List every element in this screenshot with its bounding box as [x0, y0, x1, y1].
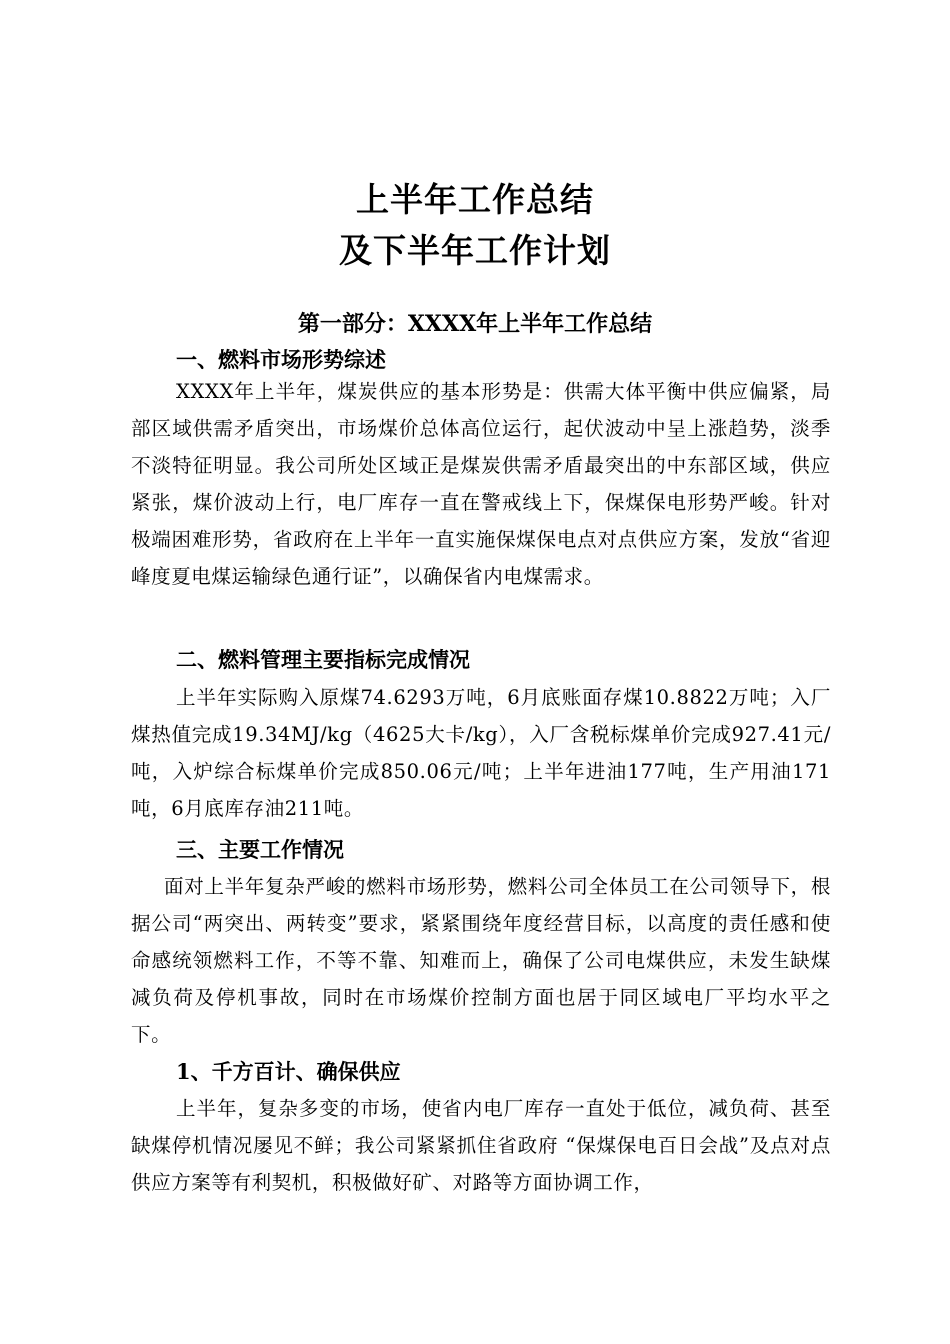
section-body-main-work: 面对上半年复杂严峻的燃料市场形势，燃料公司全体员工在公司领导下，根据公司“两突出、两转变”要求，紧紧围绕年度经营目标，以高度的责任感和使命感统领燃料工作，不等不靠、知难而上，确保了公司电煤供应，未发生缺煤减负荷及停机事故，同时在市场煤价控制方面也居于同区域电厂平均水平之下。	[131, 875, 831, 1046]
section-heading-indicators: 二、燃料管理主要指标完成情况	[176, 647, 470, 672]
section-body-market-overview: XXXX年上半年，煤炭供应的基本形势是：供需大体平衡中供应偏紧，局部区域供需矛盾突出，市场煤价总体高位运行，起伏波动中呈上涨趋势，淡季不淡特征明显。我公司所处区域正是煤炭供需矛盾最突出的中东部区域，供应紧张，煤价波动上行，电厂库存一直在警戒线上下，保煤保电形势严峻。针对极端困难形势，省政府在上半年一直实施保煤保电点对点供应方案，发放“省迎峰度夏电煤运输绿色通行证”，以确保省内电煤需求。	[131, 380, 831, 588]
part-heading: 第一部分：XXXX年上半年工作总结	[297, 311, 653, 337]
subsection-body-ensure-supply: 上半年，复杂多变的市场，使省内电厂库存一直处于低位，减负荷、甚至缺煤停机情况屡见不鲜；我公司紧紧抓住省政府 “保煤保电百日会战”及点对点供应方案等有利契机，积极做好矿、对路等方面协调工作，	[131, 1097, 831, 1194]
section-heading-main-work: 三、主要工作情况	[176, 837, 344, 862]
subsection-heading-ensure-supply: 1、千方百计、确保供应	[176, 1059, 401, 1084]
section-body-indicators: 上半年实际购入原煤74.6293万吨，6月底账面存煤10.8822万吨；入厂煤热值完成19.34MJ/kg（4625大卡/kg），入厂含税标煤单价完成927.41元/吨，入炉综合标煤单价完成850.06元/吨；上半年进油177吨，生产用油171吨，6月底库存油211吨。	[131, 686, 831, 820]
document-title-line-1: 上半年工作总结	[356, 180, 594, 219]
section-heading-market-overview: 一、燃料市场形势综述	[176, 347, 386, 372]
document-title-line-2: 及下半年工作计划	[339, 231, 611, 270]
